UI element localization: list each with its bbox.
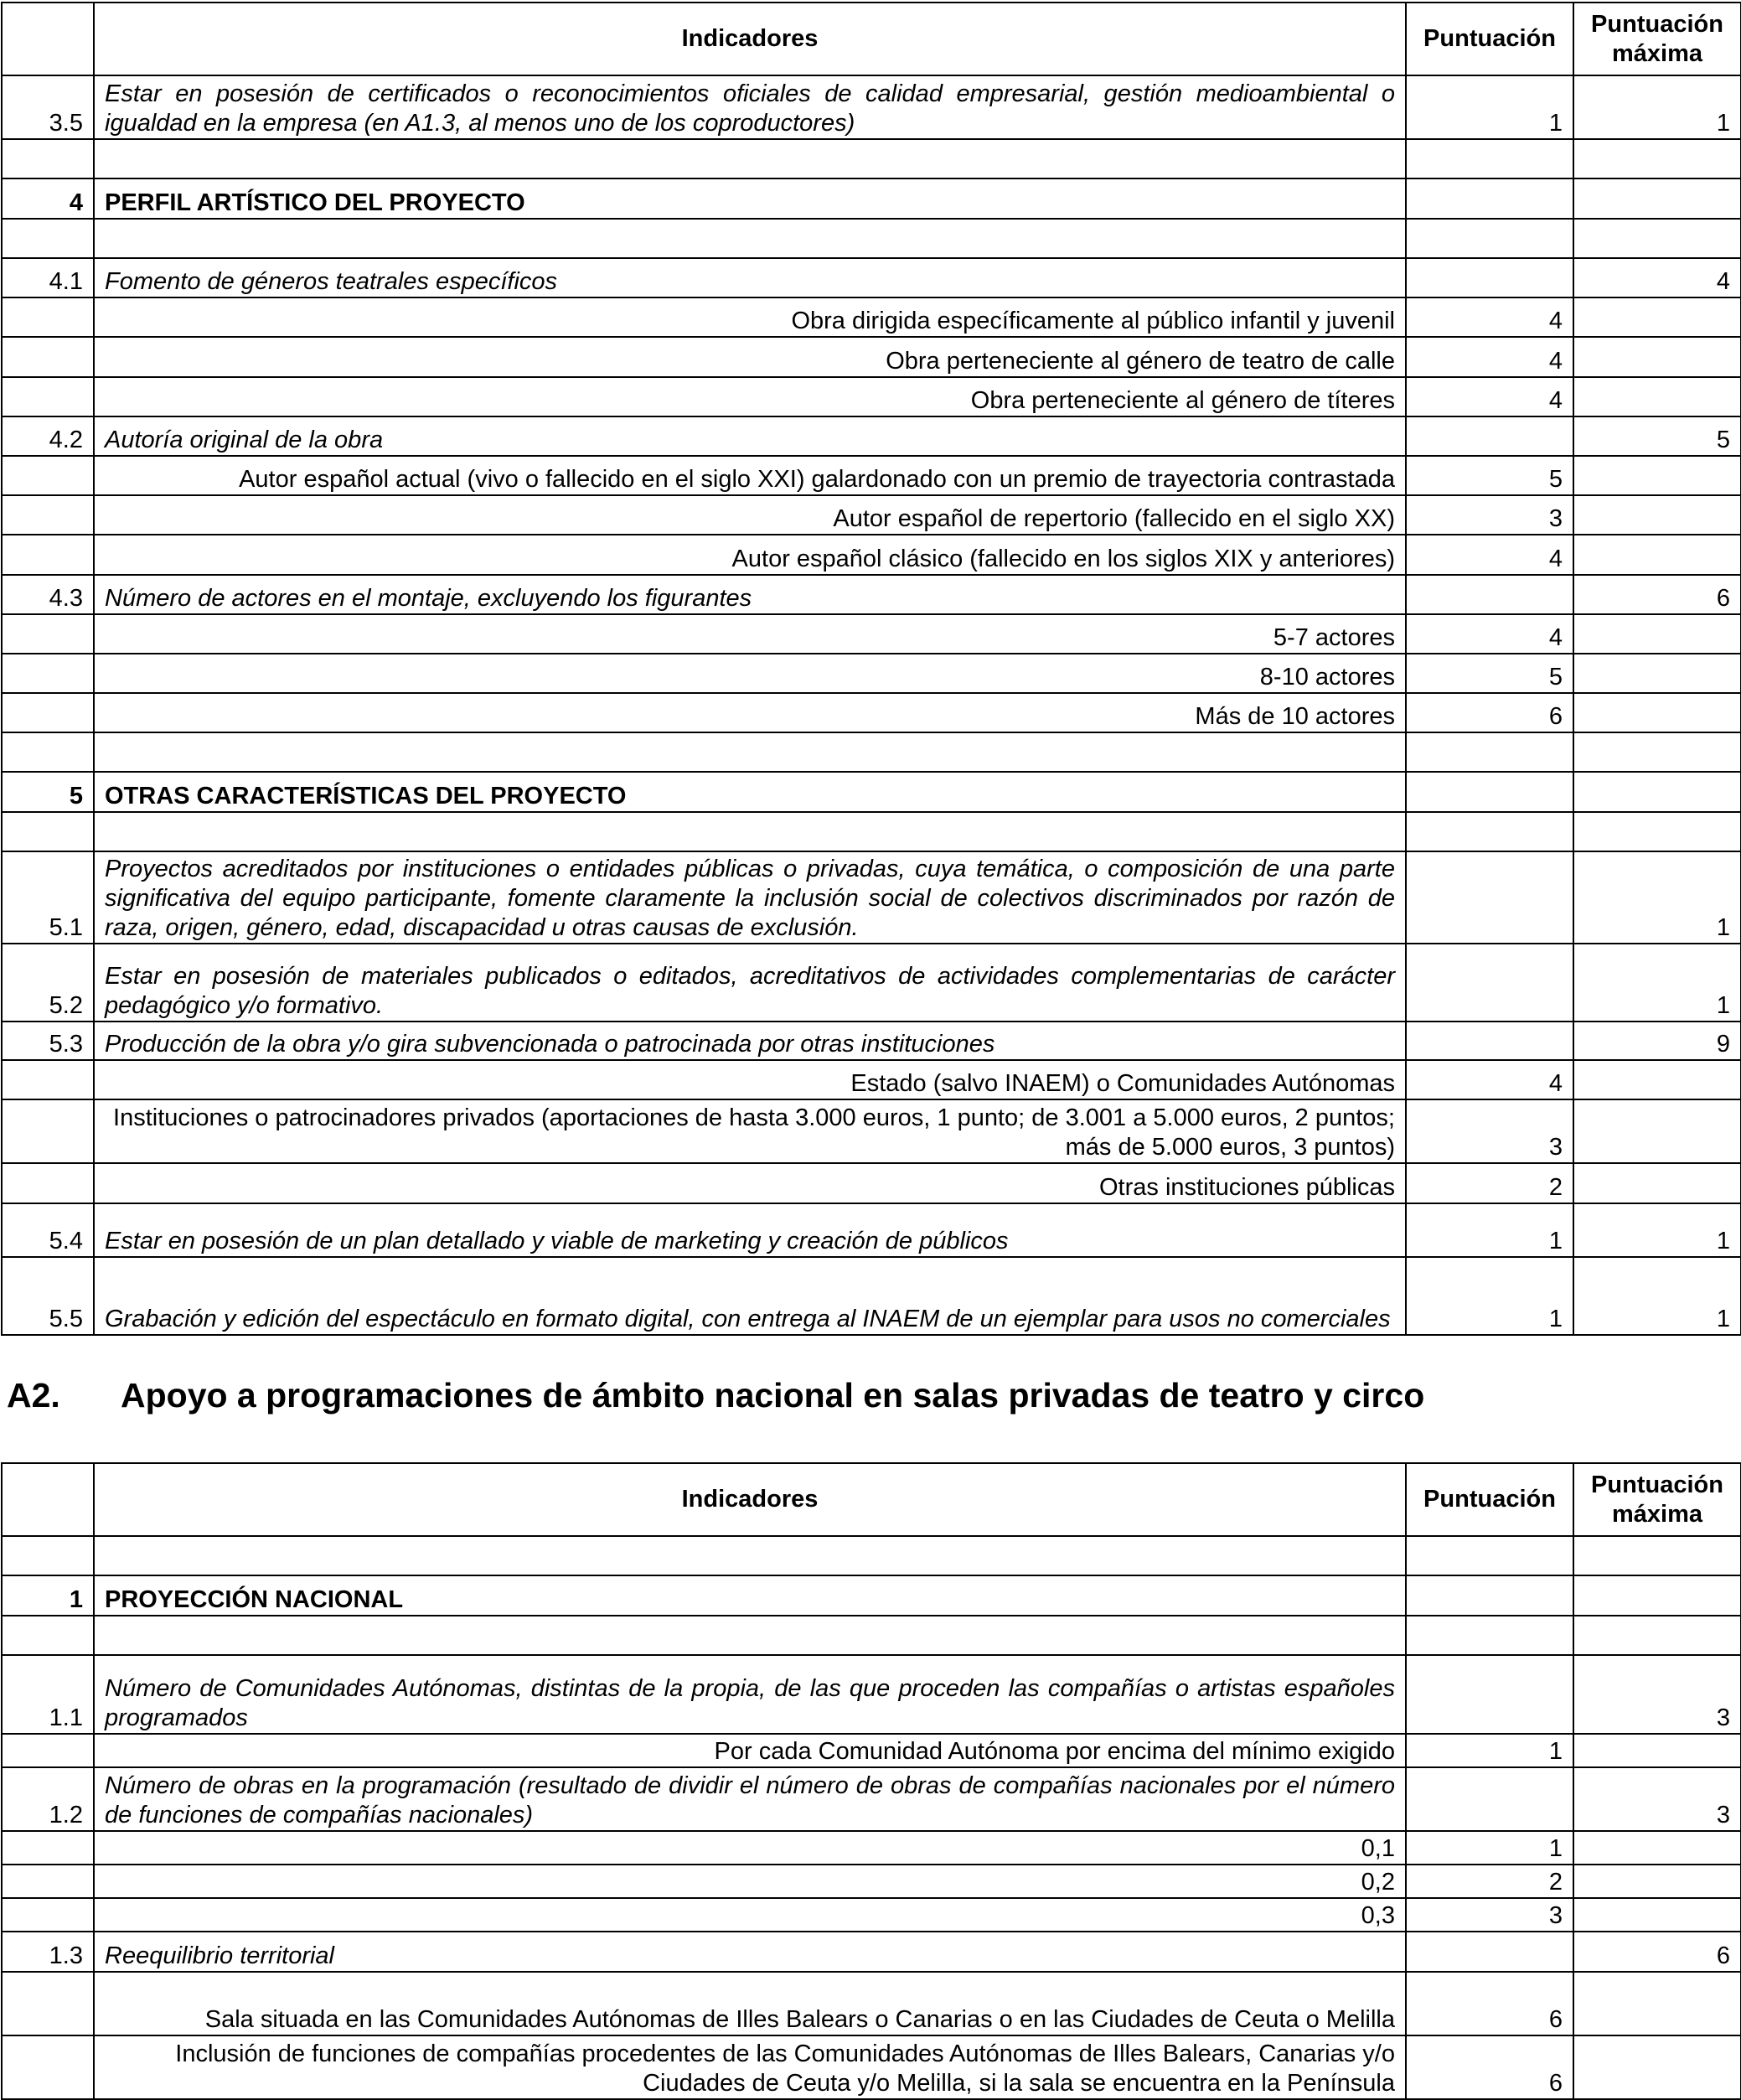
option-text: Instituciones o patrocinadores privados (aportaciones de hasta 3.000 euros, 1 punto; de 3.001 a 5.000 euros, 2 puntos; más de 5.000 euros, 3 puntos)	[94, 1099, 1406, 1163]
table-row	[2, 1865, 1741, 1898]
spacer-row	[2, 219, 1741, 258]
indicator-number: 1.1	[2, 1655, 94, 1734]
option-text: Autor español clásico (fallecido en los siglos XIX y anteriores)	[94, 535, 1406, 575]
section-title: Apoyo a programaciones de ámbito nacional en salas privadas de teatro y circo	[121, 1376, 1425, 1415]
header-max-points: Puntuación máxima	[1573, 1463, 1741, 1536]
table-row	[2, 944, 1741, 1022]
indicator-text	[94, 1616, 1406, 1655]
max-points-cell	[1573, 1060, 1741, 1099]
points-cell: 1	[1406, 75, 1573, 139]
table-row	[2, 535, 1741, 575]
spacer-row	[2, 139, 1741, 178]
option-text: Por cada Comunidad Autónoma por encima del mínimo exigido	[94, 1734, 1406, 1767]
points-cell	[1406, 812, 1573, 851]
header-number-cell	[2, 3, 94, 75]
points-cell: 2	[1406, 1865, 1573, 1898]
table-row	[2, 1203, 1741, 1257]
table-row	[2, 614, 1741, 654]
max-points-cell	[1573, 1831, 1741, 1865]
table-row	[2, 1655, 1741, 1734]
indicator-number	[2, 1898, 94, 1932]
header-points: Puntuación	[1406, 1463, 1573, 1536]
option-text: Otras instituciones públicas	[94, 1163, 1406, 1203]
indicator-number	[2, 139, 94, 178]
max-points-cell	[1573, 614, 1741, 654]
points-cell: 4	[1406, 297, 1573, 337]
max-points-cell: 9	[1573, 1022, 1741, 1060]
indicator-number: 3.5	[2, 75, 94, 139]
indicator-number: 5.2	[2, 944, 94, 1022]
option-text: 8-10 actores	[94, 654, 1406, 693]
option-text: Inclusión de funciones de compañías procedentes de las Comunidades Autónomas de Illes Balears, Canarias y/o Ciudades de Ceuta y/o Melilla, si la sala se encuentra en la Península	[94, 2035, 1406, 2099]
indicator-number	[2, 732, 94, 772]
section-title-cell: PROYECCIÓN NACIONAL	[94, 1575, 1406, 1616]
indicator-text: Número de obras en la programación (resultado de dividir el número de obras de compañías nacionales por el número de funciones de compañías nacionales)	[94, 1767, 1406, 1831]
indicator-number	[2, 1536, 94, 1575]
table-row	[2, 1767, 1741, 1831]
points-cell	[1406, 1655, 1573, 1734]
table-row	[2, 495, 1741, 535]
option-text: Obra perteneciente al género de títeres	[94, 377, 1406, 416]
max-points-cell	[1573, 178, 1741, 219]
table-row	[2, 851, 1741, 944]
scoring-table-a1	[1, 2, 1741, 1336]
option-text: Obra dirigida específicamente al público infantil y juvenil	[94, 297, 1406, 337]
max-points-cell	[1573, 139, 1741, 178]
option-text: Estado (salvo INAEM) o Comunidades Autónomas	[94, 1060, 1406, 1099]
max-points-cell: 3	[1573, 1655, 1741, 1734]
max-points-cell	[1573, 535, 1741, 575]
max-points-cell	[1573, 2035, 1741, 2099]
table-row	[2, 2035, 1741, 2099]
header-indicators: Indicadores	[94, 1463, 1406, 1536]
indicator-number	[2, 495, 94, 535]
table-row	[2, 693, 1741, 732]
indicator-number: 5.3	[2, 1022, 94, 1060]
max-points-cell	[1573, 693, 1741, 732]
spacer-row	[2, 1616, 1741, 1655]
indicator-number	[2, 1099, 94, 1163]
option-text: Autor español actual (vivo o fallecido en el siglo XXI) galardonado con un premio de trayectoria contrastada	[94, 456, 1406, 495]
section-title-cell: PERFIL ARTÍSTICO DEL PROYECTO	[94, 178, 1406, 219]
points-cell	[1406, 772, 1573, 812]
points-cell: 1	[1406, 1257, 1573, 1335]
points-cell	[1406, 1616, 1573, 1655]
option-text: 0,2	[94, 1865, 1406, 1898]
points-cell: 1	[1406, 1831, 1573, 1865]
indicator-number	[2, 219, 94, 258]
table-header-row	[2, 3, 1741, 75]
max-points-cell: 1	[1573, 851, 1741, 944]
indicator-number	[2, 1060, 94, 1099]
indicator-text: Estar en posesión de un plan detallado y viable de marketing y creación de públicos	[94, 1203, 1406, 1257]
indicator-number	[2, 1616, 94, 1655]
max-points-cell: 3	[1573, 1767, 1741, 1831]
indicator-number: 5	[2, 772, 94, 812]
indicator-text	[94, 812, 1406, 851]
indicator-number: 5.1	[2, 851, 94, 944]
indicator-number: 1.2	[2, 1767, 94, 1831]
table-row	[2, 337, 1741, 377]
indicator-text: Autoría original de la obra	[94, 416, 1406, 456]
points-cell	[1406, 575, 1573, 614]
max-points-cell	[1573, 732, 1741, 772]
indicator-number	[2, 1972, 94, 2035]
indicator-number	[2, 377, 94, 416]
table-row	[2, 258, 1741, 297]
option-text: Sala situada en las Comunidades Autónomas de Illes Balears o Canarias o en las Ciudades de Ceuta o Melilla	[94, 1972, 1406, 2035]
max-points-cell	[1573, 1616, 1741, 1655]
option-text: 5-7 actores	[94, 614, 1406, 654]
points-cell	[1406, 416, 1573, 456]
max-points-cell	[1573, 1536, 1741, 1575]
points-cell	[1406, 732, 1573, 772]
table-row	[2, 1257, 1741, 1335]
points-cell	[1406, 1575, 1573, 1616]
indicator-number	[2, 297, 94, 337]
indicator-number	[2, 535, 94, 575]
indicator-number: 5.4	[2, 1203, 94, 1257]
points-cell: 4	[1406, 535, 1573, 575]
table-row	[2, 75, 1741, 139]
table-row	[2, 1932, 1741, 1972]
section-row	[2, 1575, 1741, 1616]
indicator-text	[94, 139, 1406, 178]
spacer-row	[2, 732, 1741, 772]
max-points-cell	[1573, 1575, 1741, 1616]
max-points-cell: 1	[1573, 1257, 1741, 1335]
points-cell	[1406, 1536, 1573, 1575]
table-row	[2, 377, 1741, 416]
max-points-cell: 1	[1573, 75, 1741, 139]
max-points-cell: 6	[1573, 1932, 1741, 1972]
indicator-text: Número de Comunidades Autónomas, distintas de la propia, de las que proceden las compañías o artistas españoles programados	[94, 1655, 1406, 1734]
indicator-number	[2, 1163, 94, 1203]
indicator-text	[94, 219, 1406, 258]
points-cell: 3	[1406, 1898, 1573, 1932]
scoring-table-a2	[1, 1462, 1741, 2100]
indicator-number	[2, 614, 94, 654]
indicator-number: 5.5	[2, 1257, 94, 1335]
indicator-text: Estar en posesión de materiales publicados o editados, acreditativos de actividades complementarias de carácter pedagógico y/o formativo.	[94, 944, 1406, 1022]
section-code: A2.	[7, 1376, 60, 1415]
points-cell: 6	[1406, 2035, 1573, 2099]
points-cell: 3	[1406, 495, 1573, 535]
section-row	[2, 178, 1741, 219]
points-cell: 2	[1406, 1163, 1573, 1203]
points-cell: 1	[1406, 1203, 1573, 1257]
points-cell: 4	[1406, 377, 1573, 416]
max-points-cell	[1573, 1898, 1741, 1932]
indicator-number: 4.2	[2, 416, 94, 456]
indicator-number: 1	[2, 1575, 94, 1616]
indicator-number: 4.3	[2, 575, 94, 614]
table-row	[2, 1060, 1741, 1099]
points-cell: 3	[1406, 1099, 1573, 1163]
indicator-text: Producción de la obra y/o gira subvencionada o patrocinada por otras instituciones	[94, 1022, 1406, 1060]
indicator-number	[2, 1734, 94, 1767]
points-cell: 5	[1406, 654, 1573, 693]
table-row	[2, 654, 1741, 693]
option-text: 0,1	[94, 1831, 1406, 1865]
table-row	[2, 1898, 1741, 1932]
table-row	[2, 1022, 1741, 1060]
max-points-cell	[1573, 654, 1741, 693]
indicator-text: Proyectos acreditados por instituciones o entidades públicas o privadas, cuya temática, o composición de una parte significativa del equipo participante, fomente claramente la inclusión social de colectivos discriminados por razón de raza, origen, género, edad, discapacidad u otras causas de exclusión.	[94, 851, 1406, 944]
table-row	[2, 456, 1741, 495]
points-cell	[1406, 1932, 1573, 1972]
section-title-cell: OTRAS CARACTERÍSTICAS DEL PROYECTO	[94, 772, 1406, 812]
max-points-cell: 6	[1573, 575, 1741, 614]
indicator-number	[2, 693, 94, 732]
points-cell	[1406, 139, 1573, 178]
indicator-number	[2, 1831, 94, 1865]
points-cell: 4	[1406, 614, 1573, 654]
indicator-number: 4	[2, 178, 94, 219]
points-cell	[1406, 219, 1573, 258]
max-points-cell	[1573, 219, 1741, 258]
indicator-number	[2, 1865, 94, 1898]
indicator-number: 1.3	[2, 1932, 94, 1972]
indicator-text: Reequilibrio territorial	[94, 1932, 1406, 1972]
header-number-cell	[2, 1463, 94, 1536]
table-row	[2, 297, 1741, 337]
table-row	[2, 416, 1741, 456]
header-indicators: Indicadores	[94, 3, 1406, 75]
points-cell: 1	[1406, 1734, 1573, 1767]
table-row	[2, 1163, 1741, 1203]
points-cell	[1406, 1767, 1573, 1831]
max-points-cell	[1573, 297, 1741, 337]
indicator-text	[94, 732, 1406, 772]
max-points-cell	[1573, 377, 1741, 416]
max-points-cell	[1573, 812, 1741, 851]
points-cell	[1406, 258, 1573, 297]
indicator-text: Grabación y edición del espectáculo en formato digital, con entrega al INAEM de un ejemplar para usos no comerciales	[94, 1257, 1406, 1335]
option-text: Obra perteneciente al género de teatro de calle	[94, 337, 1406, 377]
table-row	[2, 1099, 1741, 1163]
indicator-number	[2, 337, 94, 377]
indicator-number	[2, 456, 94, 495]
max-points-cell	[1573, 772, 1741, 812]
section-heading	[7, 1374, 1424, 1416]
indicator-number	[2, 812, 94, 851]
table-body	[2, 1536, 1741, 2099]
option-text: Autor español de repertorio (fallecido en el siglo XX)	[94, 495, 1406, 535]
points-cell	[1406, 851, 1573, 944]
max-points-cell: 1	[1573, 1203, 1741, 1257]
max-points-cell: 1	[1573, 944, 1741, 1022]
max-points-cell	[1573, 1163, 1741, 1203]
points-cell	[1406, 178, 1573, 219]
max-points-cell	[1573, 337, 1741, 377]
indicator-text	[94, 1536, 1406, 1575]
indicator-text: Estar en posesión de certificados o reconocimientos oficiales de calidad empresarial, gestión medioambiental o igualdad en la empresa (en A1.3, al menos uno de los coproductores)	[94, 75, 1406, 139]
max-points-cell	[1573, 1734, 1741, 1767]
points-cell	[1406, 1022, 1573, 1060]
spacer-row	[2, 1536, 1741, 1575]
points-cell: 5	[1406, 456, 1573, 495]
max-points-cell	[1573, 1099, 1741, 1163]
header-max-points: Puntuación máxima	[1573, 3, 1741, 75]
table-row	[2, 1831, 1741, 1865]
points-cell: 4	[1406, 1060, 1573, 1099]
indicator-text: Fomento de géneros teatrales específicos	[94, 258, 1406, 297]
max-points-cell	[1573, 456, 1741, 495]
spacer-row	[2, 812, 1741, 851]
option-text: Más de 10 actores	[94, 693, 1406, 732]
max-points-cell	[1573, 1972, 1741, 2035]
table-body	[2, 75, 1741, 1335]
indicator-number	[2, 654, 94, 693]
indicator-text: Número de actores en el montaje, excluyendo los figurantes	[94, 575, 1406, 614]
table-row	[2, 1734, 1741, 1767]
section-row	[2, 772, 1741, 812]
indicator-number	[2, 2035, 94, 2099]
option-text: 0,3	[94, 1898, 1406, 1932]
header-points: Puntuación	[1406, 3, 1573, 75]
table-row	[2, 575, 1741, 614]
max-points-cell: 5	[1573, 416, 1741, 456]
points-cell: 6	[1406, 1972, 1573, 2035]
points-cell	[1406, 944, 1573, 1022]
points-cell: 6	[1406, 693, 1573, 732]
max-points-cell	[1573, 1865, 1741, 1898]
table-row	[2, 1972, 1741, 2035]
max-points-cell: 4	[1573, 258, 1741, 297]
indicator-number: 4.1	[2, 258, 94, 297]
table-header-row	[2, 1463, 1741, 1536]
points-cell: 4	[1406, 337, 1573, 377]
max-points-cell	[1573, 495, 1741, 535]
